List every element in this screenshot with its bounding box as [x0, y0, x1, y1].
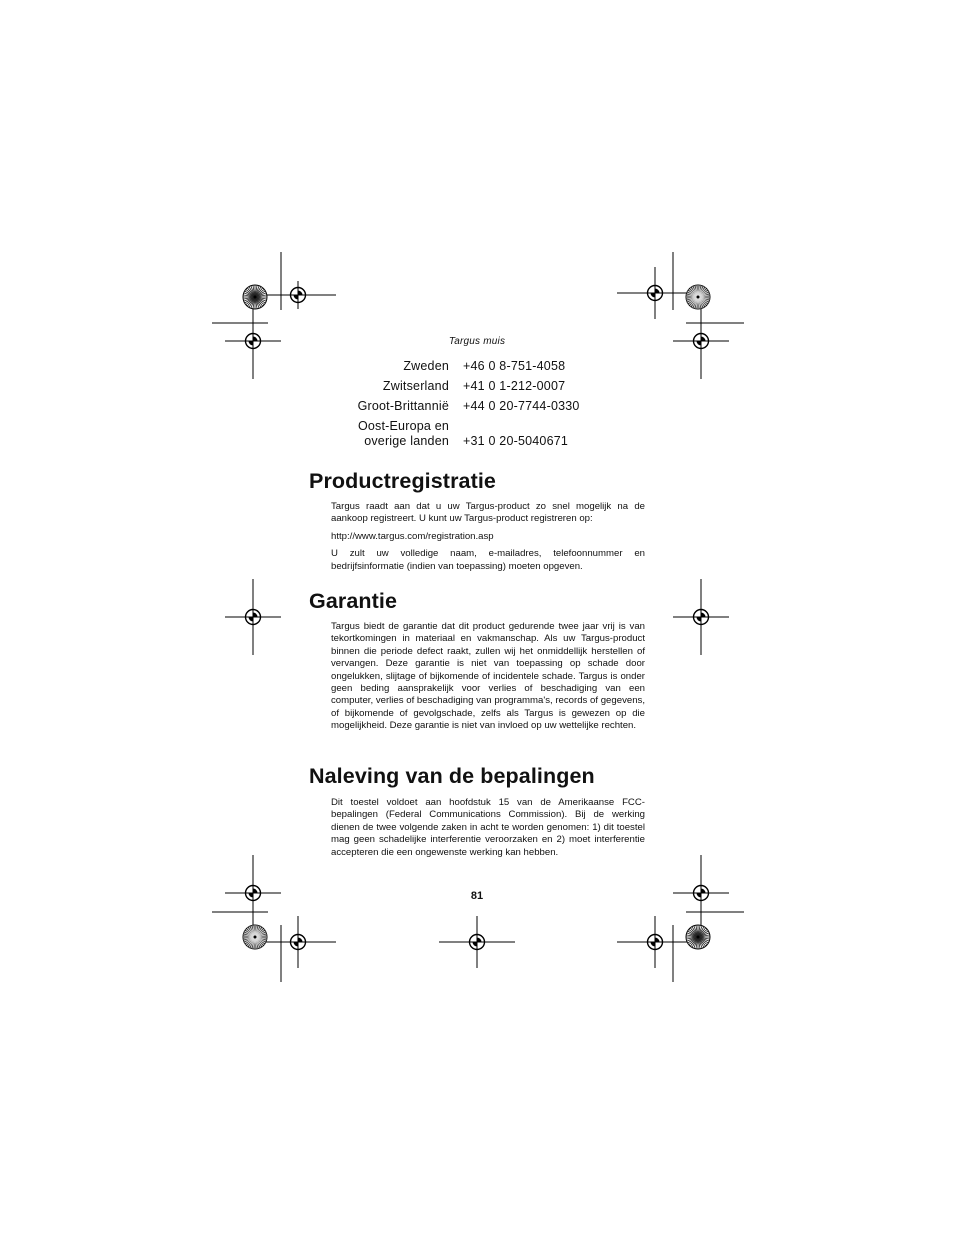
starburst-target-icon: [686, 285, 710, 309]
registration-heading: Productregistratie: [309, 469, 496, 493]
starburst-target-icon: [243, 285, 267, 309]
contact-row: [300, 399, 660, 414]
crosshair-circle-icon: [260, 916, 336, 968]
contact-phone: +41 0 1-212-0007: [463, 379, 566, 393]
registration-paragraph: Targus raadt aan dat u uw Targus-product zo snel mogelijk na de aankoop registreert. U kunt uw Targus-product registreren op:: [331, 501, 645, 525]
contact-row: [300, 359, 660, 374]
compliance-heading: Naleving van de bepalingen: [309, 764, 595, 788]
contact-table: [300, 359, 660, 454]
contact-country: Zweden: [403, 359, 449, 373]
crosshair-circle-icon: [617, 916, 693, 968]
contact-row: [300, 379, 660, 394]
starburst-target-icon: [686, 925, 710, 949]
crosshair-circle-icon: [617, 267, 693, 319]
page-number: 81: [470, 890, 484, 902]
contact-phone: +46 0 8-751-4058: [463, 359, 566, 373]
contact-country-line: Oost-Europa en: [357, 419, 449, 433]
starburst-target-icon: [243, 925, 267, 949]
warranty-heading: Garantie: [309, 589, 398, 613]
contact-phone: +31 0 20-5040671: [463, 434, 569, 448]
contact-country-line: overige landen: [364, 434, 449, 448]
warranty-body: [331, 621, 645, 738]
crosshair-circle-icon: [225, 579, 281, 655]
contact-country: Zwitserland: [382, 379, 449, 393]
registration-paragraph: U zult uw volledige naam, e-mailadres, telefoonnummer en bedrijfsinformatie (indien van toepassing) moeten opgeven.: [331, 548, 645, 572]
registration-body: [331, 501, 645, 578]
contact-country: [300, 419, 463, 449]
crosshair-circle-icon: [260, 281, 336, 309]
contact-country: Groot-Brittannië: [357, 399, 449, 413]
compliance-paragraph: Dit toestel voldoet aan hoofdstuk 15 van de Amerikaanse FCC-bepalingen (Federal Communications Commission). Bij de werking dienen de twee volgende zaken in acht te worden genomen: 1) dit toestel mag geen schadelijke interferentie veroorzaken en 2) moet interferentie accepteren die een ongewenste werking kan hebben.: [331, 797, 645, 858]
compliance-body: [331, 797, 645, 864]
contact-phone: +44 0 20-7744-0330: [463, 399, 580, 413]
contact-row: [300, 419, 660, 449]
crosshair-circle-icon: [439, 916, 515, 968]
warranty-paragraph: Targus biedt de garantie dat dit product gedurende twee jaar vrij is van tekortkomingen in materiaal en vakmanschap. Als uw Targus-product binnen die periode defect raakt, zullen wij het onmiddellijk herstellen of vervangen. Deze garantie is niet van toepassing op schade door ongelukken, slijtage of bijkomende of incidentele schade. Targus is onder geen beding aansprakelijk voor verlies of beschadiging van een computer, verlies of beschadiging van programma's, records of gegevens, of bijkomende of gevolgschade, zelfs als Targus is gewezen op die mogelijkheid. Deze garantie is niet van invloed op uw wettelijke rechten.: [331, 621, 645, 732]
running-header: Targus muis: [448, 336, 506, 347]
crosshair-circle-icon: [673, 579, 729, 655]
registration-url: http://www.targus.com/registration.asp: [331, 530, 494, 542]
